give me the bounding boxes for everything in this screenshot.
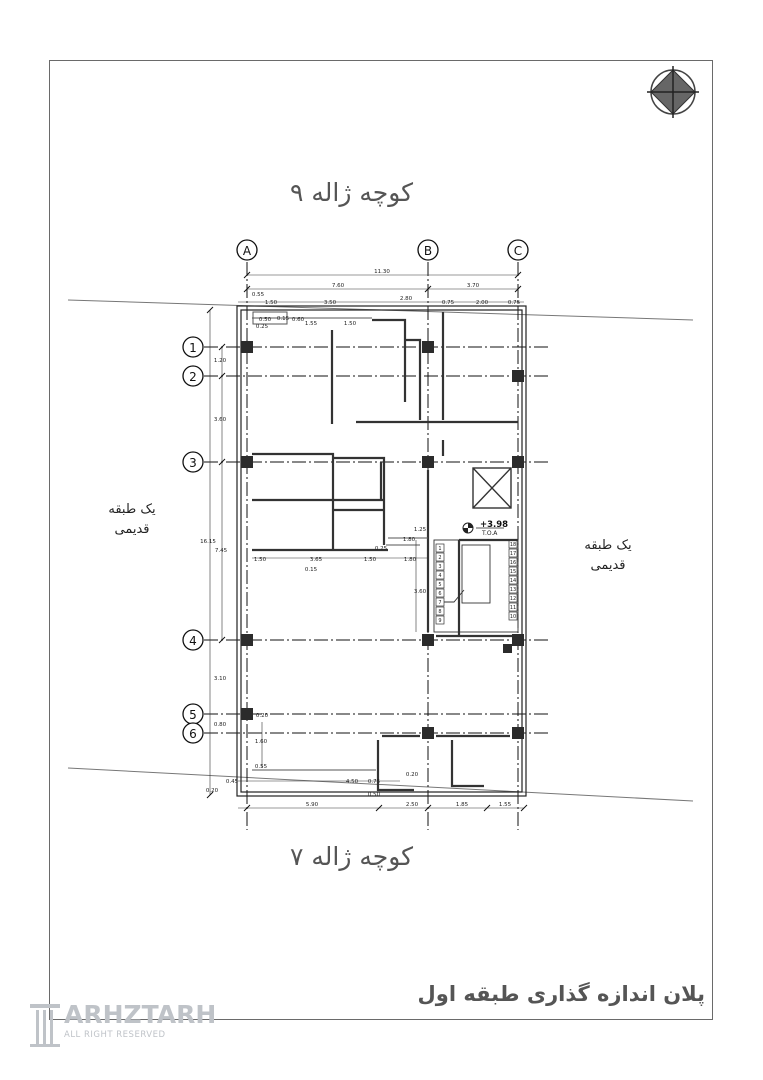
dim-top-inner: 0.50 [258,317,272,323]
logo-tagline: ALL RIGHT RESERVED [64,1030,166,1040]
dim-top: 2.00 [475,300,489,306]
grid-label-c: C [513,244,523,258]
grid-label-6: 6 [189,727,197,741]
tread-number: 2 [438,555,442,561]
dimension-lines [210,275,524,808]
dim-overall-depth: 16.15 [200,539,216,545]
tread-number: 7 [438,600,442,606]
dim-lower: 0.55 [254,764,268,770]
tread-number: 17 [509,551,517,557]
dim-mid-misc: 0.15 [304,567,318,573]
dim-top: 0.55 [251,292,265,298]
dim-mid-misc: 1.25 [413,527,427,533]
dim-top: 1.50 [264,300,278,306]
neighbor-label-left [92,500,172,540]
dim-lower: 0.50 [367,792,381,798]
dim-top-inner: 0.60 [291,317,305,323]
dim-bottom-span: 5.90 [305,802,319,808]
dim-lower: 0.20 [255,713,269,719]
dim-overall-width: 11.30 [374,269,390,275]
partition-lines [252,312,428,770]
tread-number: 8 [438,609,442,615]
dim-bottom-span: 1.55 [498,802,512,808]
dim-lower: 4.50 [345,779,359,785]
dim-left-span: 3.10 [213,676,227,682]
grid-label-4: 4 [189,634,197,648]
dim-lower: 0.75 [367,779,381,785]
tread-number: 1 [438,546,442,552]
dim-bottom-span: 2.50 [405,802,419,808]
dim-left-span: 3.60 [213,417,227,423]
tread-number: 3 [438,564,442,570]
logo-column-icon [28,1000,62,1048]
dim-top-inner: 1.50 [343,321,357,327]
dim-lower: 0.20 [405,772,419,778]
tread-number: 12 [509,596,517,602]
tread-number: 18 [509,542,517,548]
dim-mid-misc: 0.25 [374,546,388,552]
grid-label-1: 1 [189,341,197,355]
dim-top: 0.75 [507,300,521,306]
north-arrow-icon [647,66,699,118]
dimension-ticks [207,272,527,811]
grid-label-a: A [242,244,252,258]
tread-number: 4 [438,573,442,579]
dim-top-inner: 1.55 [304,321,318,327]
staircase [434,540,518,632]
dim-bottom-left-edge: 0.20 [205,788,219,794]
dim-mid-run: 1.50 [253,557,267,563]
street-label-north: کوچه ژاله ۹ [290,178,414,207]
grid-label-2: 2 [189,370,197,384]
tread-number: 6 [438,591,442,597]
grid-label-5: 5 [189,708,197,722]
dim-bottom-span: 1.85 [455,802,469,808]
dim-top: 0.75 [441,300,455,306]
tread-number: 11 [509,605,517,611]
grid-bubbles-columns [237,240,528,260]
tread-number: 5 [438,582,442,588]
dim-mid-run: 1.50 [363,557,377,563]
tread-number: 13 [509,587,517,593]
neighbor-left-line2: قدیمی [114,522,150,537]
dim-left-span: 0.80 [213,722,227,728]
street-label-south: کوچه ژاله ۷ [290,842,414,871]
logo-name: ARHZTARH [64,1000,217,1029]
tread-number: 16 [509,560,517,566]
dim-left-span: 1.20 [213,358,227,364]
neighbor-label-right [568,536,648,576]
dim-top: 2.80 [399,296,413,302]
dim-top-inner: 0.25 [255,324,269,330]
tread-number: 15 [509,569,517,575]
neighbor-left-line1: یک طبقه [108,502,156,517]
dim-span-ab: 7.60 [331,283,345,289]
dim-span-bc: 3.70 [466,283,480,289]
plan-title: پلان اندازه گذاری طبقه اول [417,982,705,1006]
neighbor-right-line1: یک طبقه [584,538,632,553]
level-label: T.O.A [482,530,498,537]
brand-logo [26,1000,217,1056]
dim-top-inner: 0.15 [276,316,290,322]
tread-number: 10 [509,614,517,620]
dim-lower: 0.45 [225,779,239,785]
grid-label-b: B [423,244,433,258]
dim-mid-misc: 1.80 [402,537,416,543]
dim-mid-run: 1.80 [403,557,417,563]
dim-mid-misc: 3.60 [413,589,427,595]
dim-left-span: 7.45 [214,548,228,554]
grid-label-3: 3 [189,456,197,470]
tread-number: 14 [509,578,517,584]
tread-number: 9 [438,618,442,624]
neighbor-right-line2: قدیمی [590,558,626,573]
elevator-shaft [473,468,511,508]
dim-top: 3.50 [323,300,337,306]
dim-mid-run: 3.65 [309,557,323,563]
dim-lower: 1.60 [254,739,268,745]
level-value: +3.98 [480,520,509,530]
